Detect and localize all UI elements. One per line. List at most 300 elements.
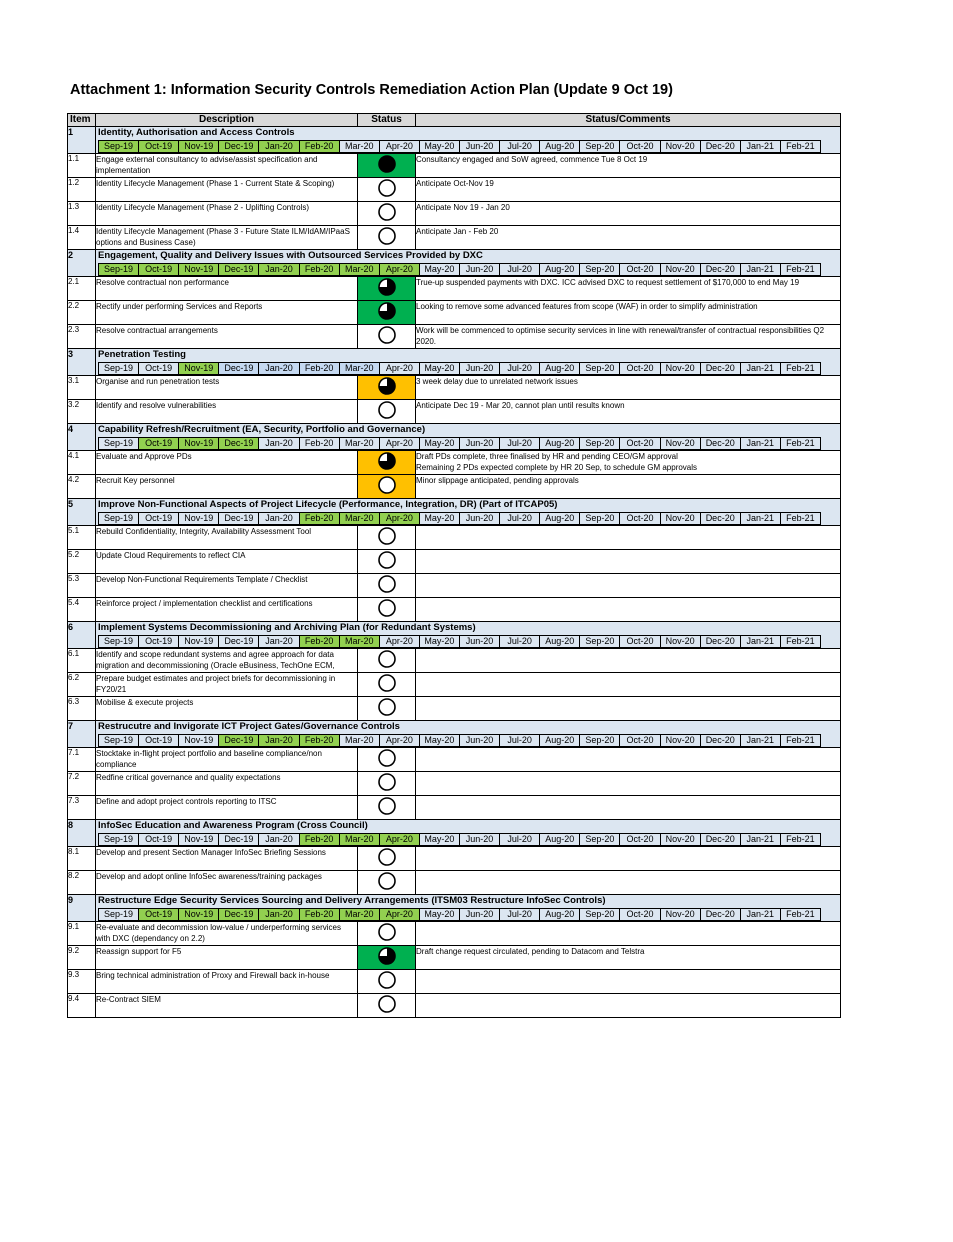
section-number: 8 (68, 820, 96, 847)
timeline-month: Oct-20 (620, 909, 660, 920)
timeline-month: Dec-20 (701, 636, 741, 647)
section-number: 2 (68, 250, 96, 277)
empty-ball-icon (358, 178, 415, 198)
table-row (68, 451, 841, 475)
status-cell (358, 649, 416, 673)
timeline-month: Dec-19 (219, 438, 259, 449)
item-comment (416, 871, 841, 895)
timeline-month: Oct-20 (620, 438, 660, 449)
empty-ball-icon (358, 202, 415, 222)
timeline-month: Feb-20 (300, 735, 340, 746)
item-comment (416, 772, 841, 796)
status-cell (358, 178, 416, 202)
timeline-month: Apr-20 (380, 141, 420, 152)
timeline-month: May-20 (420, 141, 460, 152)
item-number: 6.2 (68, 673, 96, 697)
three-quarter-ball-icon (358, 451, 415, 471)
timeline-month: Mar-20 (340, 513, 380, 524)
table-row (68, 748, 841, 772)
section-number: 4 (68, 424, 96, 451)
item-comment: Anticipate Dec 19 - Mar 20, cannot plan until results known (416, 400, 841, 424)
section-header (96, 250, 841, 277)
timeline-month: Sep-19 (99, 735, 139, 746)
section-header (96, 349, 841, 376)
timeline-month: Jan-21 (741, 636, 781, 647)
table-row (68, 796, 841, 820)
section-row (68, 820, 841, 847)
timeline-month: Nov-19 (179, 363, 219, 374)
timeline-month: Feb-21 (786, 363, 815, 373)
empty-ball-icon (358, 574, 415, 594)
status-cell (358, 697, 416, 721)
timeline-month: Nov-20 (661, 264, 701, 275)
section-header (96, 721, 841, 748)
status-cell (358, 847, 416, 871)
section-row (68, 895, 841, 922)
timeline-month: Feb-20 (300, 834, 340, 845)
item-comment: Looking to remove some advanced features from scope (WAF) in order to simplify administration (416, 301, 841, 325)
empty-ball-icon (358, 475, 415, 495)
item-description: Identity Lifecycle Management (Phase 2 - Uplifting Controls) (96, 202, 358, 226)
empty-ball-icon (358, 772, 415, 792)
section-number: 9 (68, 895, 96, 922)
timeline-month: Apr-20 (380, 363, 420, 374)
status-cell (358, 451, 416, 475)
timeline-month: May-20 (420, 264, 460, 275)
item-description: Define and adopt project controls reporting to ITSC (96, 796, 358, 820)
table-row (68, 970, 841, 994)
timeline-month: Jan-21 (741, 909, 781, 920)
timeline-month: Jan-21 (741, 834, 781, 845)
timeline-month: Nov-20 (661, 141, 701, 152)
timeline-month: Jan-20 (259, 141, 299, 152)
timeline-month: Mar-20 (340, 363, 380, 374)
item-number: 6.3 (68, 697, 96, 721)
timeline-month: Dec-20 (701, 513, 741, 524)
item-number: 8.2 (68, 871, 96, 895)
timeline-month: Nov-19 (179, 264, 219, 275)
status-cell (358, 748, 416, 772)
status-cell (358, 970, 416, 994)
timeline-month: May-20 (420, 438, 460, 449)
page-title: Attachment 1: Information Security Controls Remediation Action Plan (Update 9 Oct 19) (70, 82, 673, 98)
timeline-month: Dec-20 (701, 363, 741, 374)
timeline-month: Jun-20 (460, 735, 500, 746)
timeline-month: Jan-20 (259, 735, 299, 746)
section-header (96, 622, 841, 649)
item-comment (416, 649, 841, 673)
timeline-month: Oct-20 (620, 141, 660, 152)
timeline-month: Nov-19 (179, 636, 219, 647)
item-comment (416, 574, 841, 598)
table-row (68, 847, 841, 871)
timeline-month: Oct-20 (620, 264, 660, 275)
table-row (68, 598, 841, 622)
item-description: Develop and present Section Manager InfoSec Briefing Sessions (96, 847, 358, 871)
item-number: 2.3 (68, 325, 96, 349)
timeline-month: Feb-21 (786, 735, 815, 745)
timeline-month: Nov-20 (661, 513, 701, 524)
status-cell (358, 946, 416, 970)
timeline-months (98, 734, 821, 747)
timeline-month: Sep-19 (99, 909, 139, 920)
status-cell (358, 598, 416, 622)
table-row (68, 697, 841, 721)
timeline-month: Sep-19 (99, 264, 139, 275)
timeline-months (98, 263, 821, 276)
item-number: 7.3 (68, 796, 96, 820)
table-row (68, 325, 841, 349)
timeline-month: Dec-19 (219, 141, 259, 152)
table-row (68, 301, 841, 325)
timeline-month: Oct-19 (139, 513, 179, 524)
empty-ball-icon (358, 697, 415, 717)
timeline-month: Oct-20 (620, 834, 660, 845)
item-comment: Minor slippage anticipated, pending approvals (416, 475, 841, 499)
timeline-month: Apr-20 (380, 909, 420, 920)
timeline-month: Dec-20 (701, 834, 741, 845)
table-row (68, 772, 841, 796)
item-description: Stocktake in-flight project portfolio and baseline compliance/non compliance (96, 748, 358, 772)
timeline-month: May-20 (420, 834, 460, 845)
timeline-month: Oct-19 (139, 438, 179, 449)
timeline-month: Dec-19 (219, 636, 259, 647)
empty-ball-icon (358, 526, 415, 546)
timeline-month: Sep-20 (580, 264, 620, 275)
item-description: Rebuild Confidentiality, Integrity, Availability Assessment Tool (96, 526, 358, 550)
timeline-month: Jun-20 (460, 636, 500, 647)
timeline-month: Dec-20 (701, 264, 741, 275)
timeline-month: Feb-21 (786, 438, 815, 448)
timeline-month: Dec-19 (219, 264, 259, 275)
timeline-month: Dec-20 (701, 909, 741, 920)
item-comment (416, 673, 841, 697)
timeline-month: Nov-19 (179, 735, 219, 746)
item-comment (416, 796, 841, 820)
section-title: Penetration Testing (98, 349, 186, 360)
timeline-month: Nov-20 (661, 834, 701, 845)
empty-ball-icon (358, 598, 415, 618)
timeline-month: Jan-21 (741, 363, 781, 374)
status-cell (358, 202, 416, 226)
item-description: Organise and run penetration tests (96, 376, 358, 400)
timeline-month: Mar-20 (340, 438, 380, 449)
three-quarter-ball-icon (358, 301, 415, 321)
item-description: Re-Contract SIEM (96, 994, 358, 1018)
item-comment: Anticipate Jan - Feb 20 (416, 226, 841, 250)
item-number: 6.1 (68, 649, 96, 673)
timeline-month: Jul-20 (500, 909, 540, 920)
section-title: Capability Refresh/Recruitment (EA, Security, Portfolio and Governance) (98, 424, 426, 435)
status-cell (358, 325, 416, 349)
header-comments: Status/Comments (416, 114, 841, 127)
table-row (68, 946, 841, 970)
item-comment: Draft PDs complete, three finalised by HR and pending CEO/GM approval Remaining 2 PDs expected complete by HR 20 Sep, to schedule GM approvals (416, 451, 841, 475)
timeline-month: Aug-20 (540, 363, 580, 374)
empty-ball-icon (358, 550, 415, 570)
item-number: 5.4 (68, 598, 96, 622)
table-row (68, 475, 841, 499)
status-cell (358, 475, 416, 499)
section-title: Implement Systems Decommissioning and Archiving Plan (for Redundant Systems) (98, 622, 476, 633)
item-description: Rectify under performing Services and Reports (96, 301, 358, 325)
section-number: 7 (68, 721, 96, 748)
timeline-month: Oct-20 (620, 735, 660, 746)
timeline-month: Apr-20 (380, 513, 420, 524)
table-row (68, 871, 841, 895)
section-header (96, 820, 841, 847)
timeline-month: Nov-19 (179, 909, 219, 920)
timeline-month: Feb-20 (300, 909, 340, 920)
timeline-month: Jul-20 (500, 834, 540, 845)
timeline-month: Jan-20 (259, 513, 299, 524)
item-description: Identity Lifecycle Management (Phase 3 - Future State ILM/IdAM/IPaaS options and Business Case) (96, 226, 358, 250)
table-row (68, 202, 841, 226)
item-comment (416, 550, 841, 574)
empty-ball-icon (358, 847, 415, 867)
item-number: 5.1 (68, 526, 96, 550)
timeline-month: Oct-19 (139, 264, 179, 275)
timeline-month: Jul-20 (500, 438, 540, 449)
timeline-month: Oct-19 (139, 834, 179, 845)
table-row (68, 376, 841, 400)
item-number: 1.3 (68, 202, 96, 226)
empty-ball-icon (358, 748, 415, 768)
item-comment: Consultancy engaged and SoW agreed, commence Tue 8 Oct 19 (416, 154, 841, 178)
timeline-month: Jan-20 (259, 264, 299, 275)
timeline-month: Jan-20 (259, 834, 299, 845)
item-number: 2.2 (68, 301, 96, 325)
item-comment (416, 598, 841, 622)
timeline-month: Oct-20 (620, 636, 660, 647)
item-number: 7.1 (68, 748, 96, 772)
three-quarter-ball-icon (358, 946, 415, 966)
timeline-months (98, 362, 821, 375)
table-row (68, 277, 841, 301)
table-row (68, 178, 841, 202)
timeline-month: May-20 (420, 909, 460, 920)
timeline-month: Jan-21 (741, 141, 781, 152)
timeline-months (98, 140, 821, 153)
timeline-month: Jan-21 (741, 438, 781, 449)
timeline-month: Aug-20 (540, 909, 580, 920)
status-cell (358, 772, 416, 796)
timeline-month: Nov-20 (661, 735, 701, 746)
header-description: Description (96, 114, 358, 127)
three-quarter-ball-icon (358, 376, 415, 396)
section-header (96, 424, 841, 451)
timeline-month: Oct-20 (620, 363, 660, 374)
timeline-month: Jun-20 (460, 264, 500, 275)
timeline-month: Dec-20 (701, 141, 741, 152)
item-comment (416, 748, 841, 772)
timeline-months (98, 437, 821, 450)
timeline-month: Mar-20 (340, 636, 380, 647)
item-description: Identify and scope redundant systems and agree approach for data migration and decommissioning (Oracle eBusiness, TechOne ECM, (96, 649, 358, 673)
timeline-month: Feb-20 (300, 141, 340, 152)
section-number: 1 (68, 127, 96, 154)
section-row (68, 250, 841, 277)
timeline-month: Mar-20 (340, 735, 380, 746)
status-cell (358, 226, 416, 250)
table-row (68, 154, 841, 178)
timeline-month: Apr-20 (380, 438, 420, 449)
item-description: Bring technical administration of Proxy and Firewall back in-house (96, 970, 358, 994)
item-number: 3.2 (68, 400, 96, 424)
section-title: Restructure Edge Security Services Sourcing and Delivery Arrangements (ITSM03 Restructure InfoSec Controls) (98, 895, 606, 906)
item-description: Evaluate and Approve PDs (96, 451, 358, 475)
timeline-month: Apr-20 (380, 264, 420, 275)
timeline-month: Jan-21 (741, 264, 781, 275)
status-cell (358, 376, 416, 400)
timeline-month: Jul-20 (500, 363, 540, 374)
timeline-month: May-20 (420, 513, 460, 524)
timeline-month: Feb-20 (300, 363, 340, 374)
item-number: 9.2 (68, 946, 96, 970)
timeline-month: Jun-20 (460, 909, 500, 920)
section-title: Improve Non-Functional Aspects of Project Lifecycle (Performance, Integration, DR) (Part of ITCAP05) (98, 499, 558, 510)
section-row (68, 622, 841, 649)
timeline-month: Sep-20 (580, 834, 620, 845)
timeline-month: Feb-21 (786, 141, 815, 151)
item-comment: Anticipate Nov 19 - Jan 20 (416, 202, 841, 226)
section-title: Engagement, Quality and Delivery Issues with Outsourced Services Provided by DXC (98, 250, 483, 261)
item-comment: Anticipate Oct-Nov 19 (416, 178, 841, 202)
item-comment: Draft change request circulated, pending to Datacom and Telstra (416, 946, 841, 970)
full-ball-icon (358, 154, 415, 174)
item-comment (416, 970, 841, 994)
item-number: 4.1 (68, 451, 96, 475)
timeline-month: Sep-20 (580, 636, 620, 647)
timeline-month: Jan-20 (259, 363, 299, 374)
section-row (68, 127, 841, 154)
timeline-month: Sep-19 (99, 438, 139, 449)
timeline-month: Mar-20 (340, 909, 380, 920)
item-description: Resolve contractual arrangements (96, 325, 358, 349)
timeline-month: Jul-20 (500, 141, 540, 152)
empty-ball-icon (358, 970, 415, 990)
section-number: 5 (68, 499, 96, 526)
timeline-month: Sep-19 (99, 636, 139, 647)
timeline-months (98, 908, 821, 921)
item-description: Redfine critical governance and quality expectations (96, 772, 358, 796)
status-cell (358, 994, 416, 1018)
timeline-month: Dec-19 (219, 735, 259, 746)
section-row (68, 721, 841, 748)
timeline-month: Sep-19 (99, 513, 139, 524)
timeline-month: Jul-20 (500, 636, 540, 647)
section-title: InfoSec Education and Awareness Program (Cross Council) (98, 820, 368, 831)
status-cell (358, 871, 416, 895)
empty-ball-icon (358, 400, 415, 420)
empty-ball-icon (358, 673, 415, 693)
timeline-month: Jul-20 (500, 264, 540, 275)
timeline-month: Dec-19 (219, 363, 259, 374)
timeline-month: Sep-20 (580, 513, 620, 524)
timeline-month: Jul-20 (500, 513, 540, 524)
timeline-month: Nov-19 (179, 834, 219, 845)
timeline-month: Oct-19 (139, 141, 179, 152)
timeline-month: Aug-20 (540, 438, 580, 449)
item-comment: 3 week delay due to unrelated network issues (416, 376, 841, 400)
timeline-month: Feb-21 (786, 909, 815, 919)
section-title: Restrucutre and Invigorate ICT Project Gates/Governance Controls (98, 721, 400, 732)
item-comment (416, 847, 841, 871)
item-comment (416, 526, 841, 550)
timeline-month: Jun-20 (460, 438, 500, 449)
item-description: Reassign support for F5 (96, 946, 358, 970)
timeline-month: Feb-20 (300, 264, 340, 275)
timeline-month: Sep-20 (580, 141, 620, 152)
timeline-month: Nov-19 (179, 513, 219, 524)
timeline-month: Aug-20 (540, 264, 580, 275)
timeline-month: May-20 (420, 363, 460, 374)
status-cell (358, 277, 416, 301)
status-cell (358, 922, 416, 946)
timeline-month: Oct-19 (139, 735, 179, 746)
timeline-month: Jun-20 (460, 363, 500, 374)
timeline-month: Dec-20 (701, 735, 741, 746)
section-header (96, 895, 841, 922)
status-cell (358, 673, 416, 697)
header-status: Status (358, 114, 416, 127)
timeline-month: May-20 (420, 636, 460, 647)
timeline-month: Feb-21 (786, 513, 815, 523)
status-cell (358, 154, 416, 178)
item-description: Resolve contractual non performance (96, 277, 358, 301)
timeline-month: Apr-20 (380, 834, 420, 845)
timeline-month: Sep-19 (99, 363, 139, 374)
section-title: Identity, Authorisation and Access Controls (98, 127, 295, 138)
item-comment: Work will be commenced to optimise security services in line with renewal/transfer of contractual responsibilities Q2 2020. (416, 325, 841, 349)
timeline-month: Jan-21 (741, 735, 781, 746)
timeline-months (98, 833, 821, 846)
timeline-month: Nov-20 (661, 363, 701, 374)
section-row (68, 349, 841, 376)
item-description: Engage external consultancy to advise/assist specification and implementation (96, 154, 358, 178)
timeline-month: Feb-20 (300, 513, 340, 524)
item-comment: True-up suspended payments with DXC. ICC advised DXC to request settlement of $170,000 to end May 19 (416, 277, 841, 301)
table-row (68, 550, 841, 574)
timeline-month: Nov-20 (661, 438, 701, 449)
item-number: 1.2 (68, 178, 96, 202)
item-number: 4.2 (68, 475, 96, 499)
timeline-month: Jan-20 (259, 438, 299, 449)
empty-ball-icon (358, 922, 415, 942)
timeline-month: Oct-19 (139, 636, 179, 647)
timeline-month: Oct-19 (139, 363, 179, 374)
empty-ball-icon (358, 325, 415, 345)
section-header (96, 127, 841, 154)
status-cell (358, 526, 416, 550)
timeline-month: May-20 (420, 735, 460, 746)
timeline-month: Jan-21 (741, 513, 781, 524)
timeline-month: Feb-21 (786, 834, 815, 844)
timeline-month: Nov-20 (661, 909, 701, 920)
timeline-month: Oct-19 (139, 909, 179, 920)
remediation-plan-table (67, 113, 841, 1018)
item-number: 9.4 (68, 994, 96, 1018)
section-header (96, 499, 841, 526)
timeline-month: Feb-21 (786, 636, 815, 646)
timeline-month: Aug-20 (540, 513, 580, 524)
table-body (68, 127, 841, 1018)
status-cell (358, 550, 416, 574)
timeline-month: Mar-20 (340, 834, 380, 845)
timeline-month: Feb-21 (786, 264, 815, 274)
timeline-month: Mar-20 (340, 141, 380, 152)
empty-ball-icon (358, 796, 415, 816)
